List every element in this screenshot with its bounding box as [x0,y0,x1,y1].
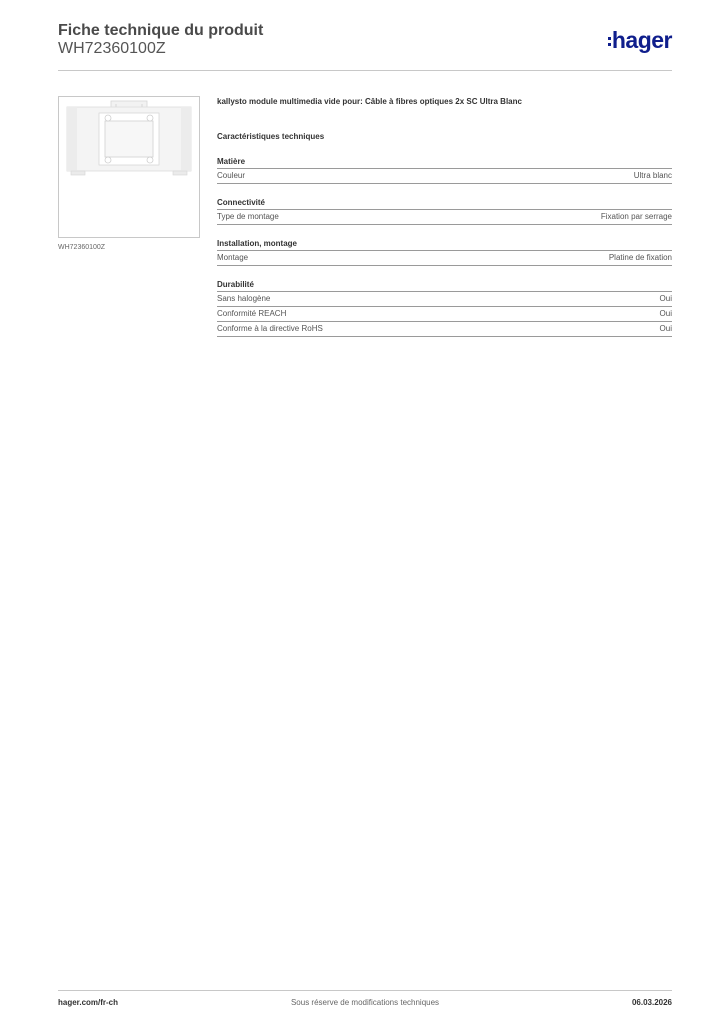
spec-row [217,322,672,337]
hager-logo [608,27,672,53]
spec-row [217,169,672,184]
product-content [217,96,672,337]
page-header [58,20,672,71]
product-description: kallysto module multimedia vide pour: Câble à fibres optiques 2x SC Ultra Blanc [217,97,522,106]
spec-label: Couleur [217,171,246,180]
product-image-caption: WH72360100Z [58,244,106,251]
specs-heading: Caractéristiques techniques [217,132,325,141]
footer-date: 06.03.2026 [631,998,672,1007]
spec-group-title: Durabilité [217,279,672,292]
spec-value: Fixation par serrage [600,212,672,221]
spec-value: Oui [659,309,672,318]
spec-group-matiere [217,156,672,184]
spec-row [217,251,672,266]
spec-row [217,210,672,225]
spec-value: Platine de fixation [608,253,672,262]
spec-value: Oui [659,294,672,303]
spec-label: Montage [217,253,249,262]
logo-text: hager [611,26,672,53]
logo-dots-icon [608,37,611,46]
spec-group-durabilite [217,279,672,337]
spec-row [217,292,672,307]
spec-group-title: Connectivité [217,197,672,210]
spec-group-connectivite [217,197,672,225]
footer-website-link[interactable]: hager.com/fr-ch [58,998,119,1007]
page-title: Fiche technique du produit [58,22,264,39]
spec-label: Type de montage [217,212,279,221]
product-image [58,96,200,238]
multimedia-module-illustration [59,97,199,237]
spec-group-installation [217,238,672,266]
spec-group-title: Installation, montage [217,238,672,251]
spec-row [217,307,672,322]
spec-group-title: Matière [217,156,672,169]
spec-value: Oui [659,324,672,333]
footer-notice: Sous réserve de modifications techniques [290,998,440,1007]
product-code: WH72360100Z [58,40,166,57]
spec-label: Conforme à la directive RoHS [217,324,323,333]
spec-value: Ultra blanc [633,171,672,180]
page-footer [58,990,672,1011]
spec-label: Sans halogène [217,294,271,303]
spec-label: Conformité REACH [217,309,287,318]
